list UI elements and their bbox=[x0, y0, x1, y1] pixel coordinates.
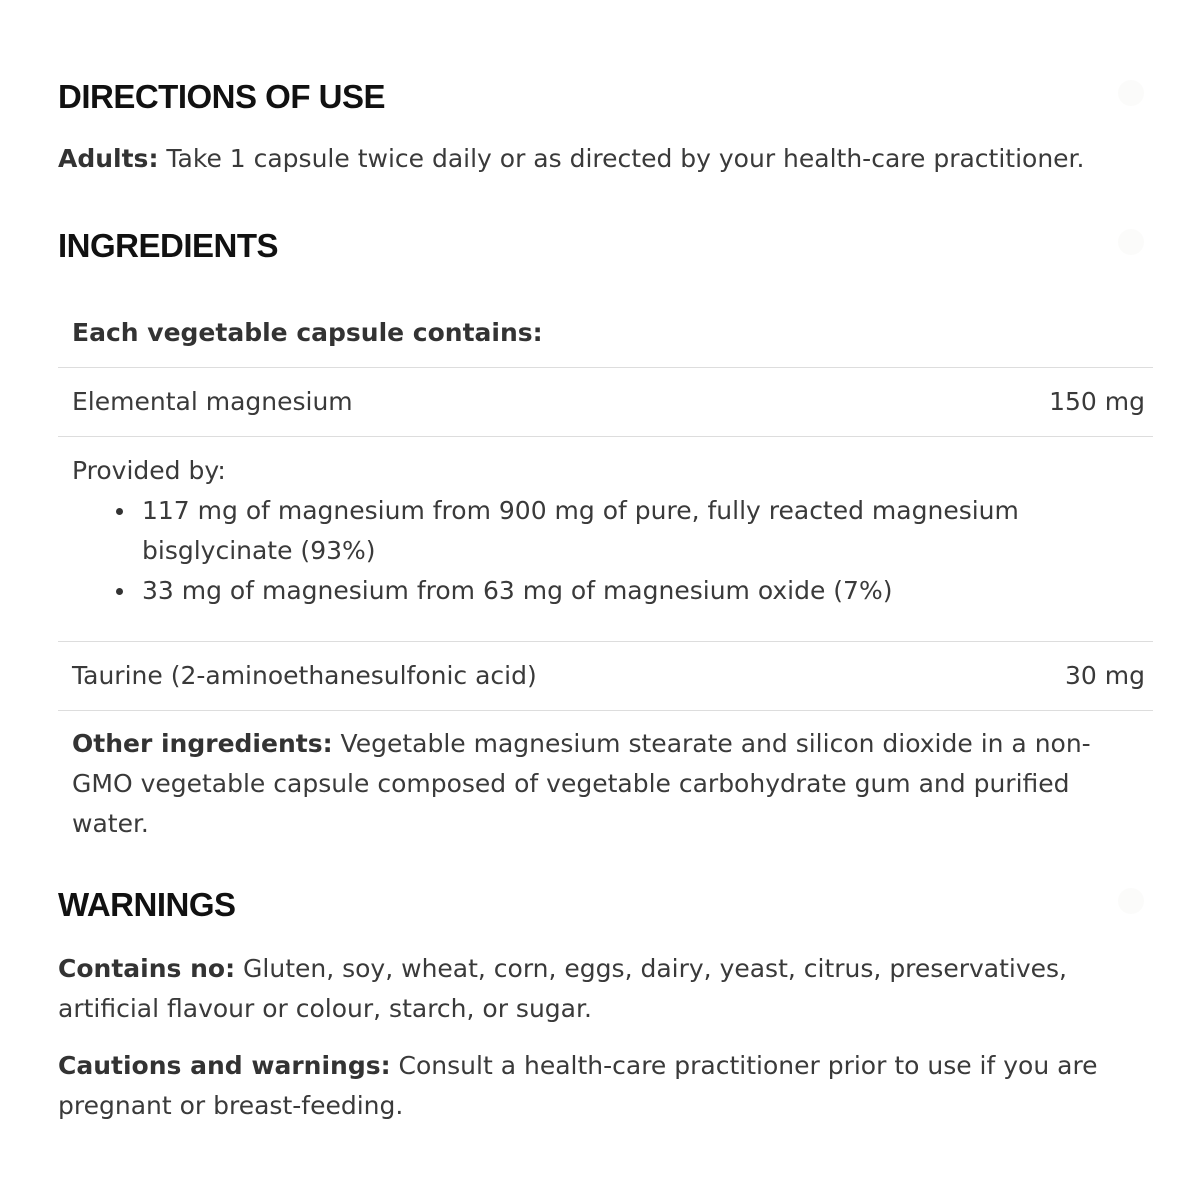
table-divider bbox=[58, 436, 1153, 437]
contains-no-text bbox=[58, 949, 1138, 1029]
list-item: 33 mg of magnesium from 63 mg of magnesium oxide (7%) bbox=[142, 571, 1072, 611]
table-header-row bbox=[58, 313, 1153, 353]
decor-circle bbox=[1118, 229, 1144, 255]
warnings-heading: WARNINGS bbox=[58, 886, 236, 923]
directions-heading: DIRECTIONS OF USE bbox=[58, 78, 386, 115]
ingredient-amount: 150 mg bbox=[1049, 387, 1145, 416]
cautions-label: Cautions and warnings: bbox=[58, 1051, 391, 1080]
ingredients-heading: INGREDIENTS bbox=[58, 227, 279, 264]
table-divider bbox=[58, 710, 1153, 711]
provided-by-label: Provided by: bbox=[72, 456, 226, 485]
directions-adults-text bbox=[58, 139, 1138, 179]
table-divider bbox=[58, 641, 1153, 642]
decor-circle bbox=[1118, 888, 1144, 914]
table-row bbox=[58, 382, 1153, 422]
decor-circle bbox=[1118, 80, 1144, 106]
cautions-body: Consult a health-care practitioner prior to use if you are pregnant or breast-feeding. bbox=[58, 1051, 1098, 1120]
other-ingredients-text bbox=[72, 724, 1145, 844]
contains-no-body: Gluten, soy, wheat, corn, eggs, dairy, yeast, citrus, preservatives, artificial flavour or colour, starch, or sugar. bbox=[58, 954, 1067, 1023]
other-ingredients-label: Other ingredients: bbox=[72, 729, 333, 758]
ingredient-amount: 30 mg bbox=[1065, 661, 1145, 690]
provided-by-list bbox=[72, 491, 1072, 611]
adults-label: Adults: bbox=[58, 144, 159, 173]
cautions-text bbox=[58, 1046, 1138, 1126]
table-row bbox=[58, 656, 1153, 696]
other-ingredients-body: Vegetable magnesium stearate and silicon dioxide in a non-GMO vegetable capsule composed of vegetable carbohydrate gum and purified water. bbox=[72, 729, 1091, 838]
list-item: 117 mg of magnesium from 900 mg of pure, fully reacted magnesium bisglycinate (93%) bbox=[142, 491, 1072, 571]
provided-by-row bbox=[58, 451, 1153, 611]
table-divider bbox=[58, 367, 1153, 368]
ingredient-name: Elemental magnesium bbox=[72, 387, 353, 416]
contains-no-label: Contains no: bbox=[58, 954, 236, 983]
adults-text: Take 1 capsule twice daily or as directed by your health-care practitioner. bbox=[158, 144, 1085, 173]
ingredient-name: Taurine (2-aminoethanesulfonic acid) bbox=[72, 661, 537, 690]
other-ingredients-row bbox=[58, 724, 1153, 844]
table-header-text: Each vegetable capsule contains: bbox=[72, 318, 543, 347]
